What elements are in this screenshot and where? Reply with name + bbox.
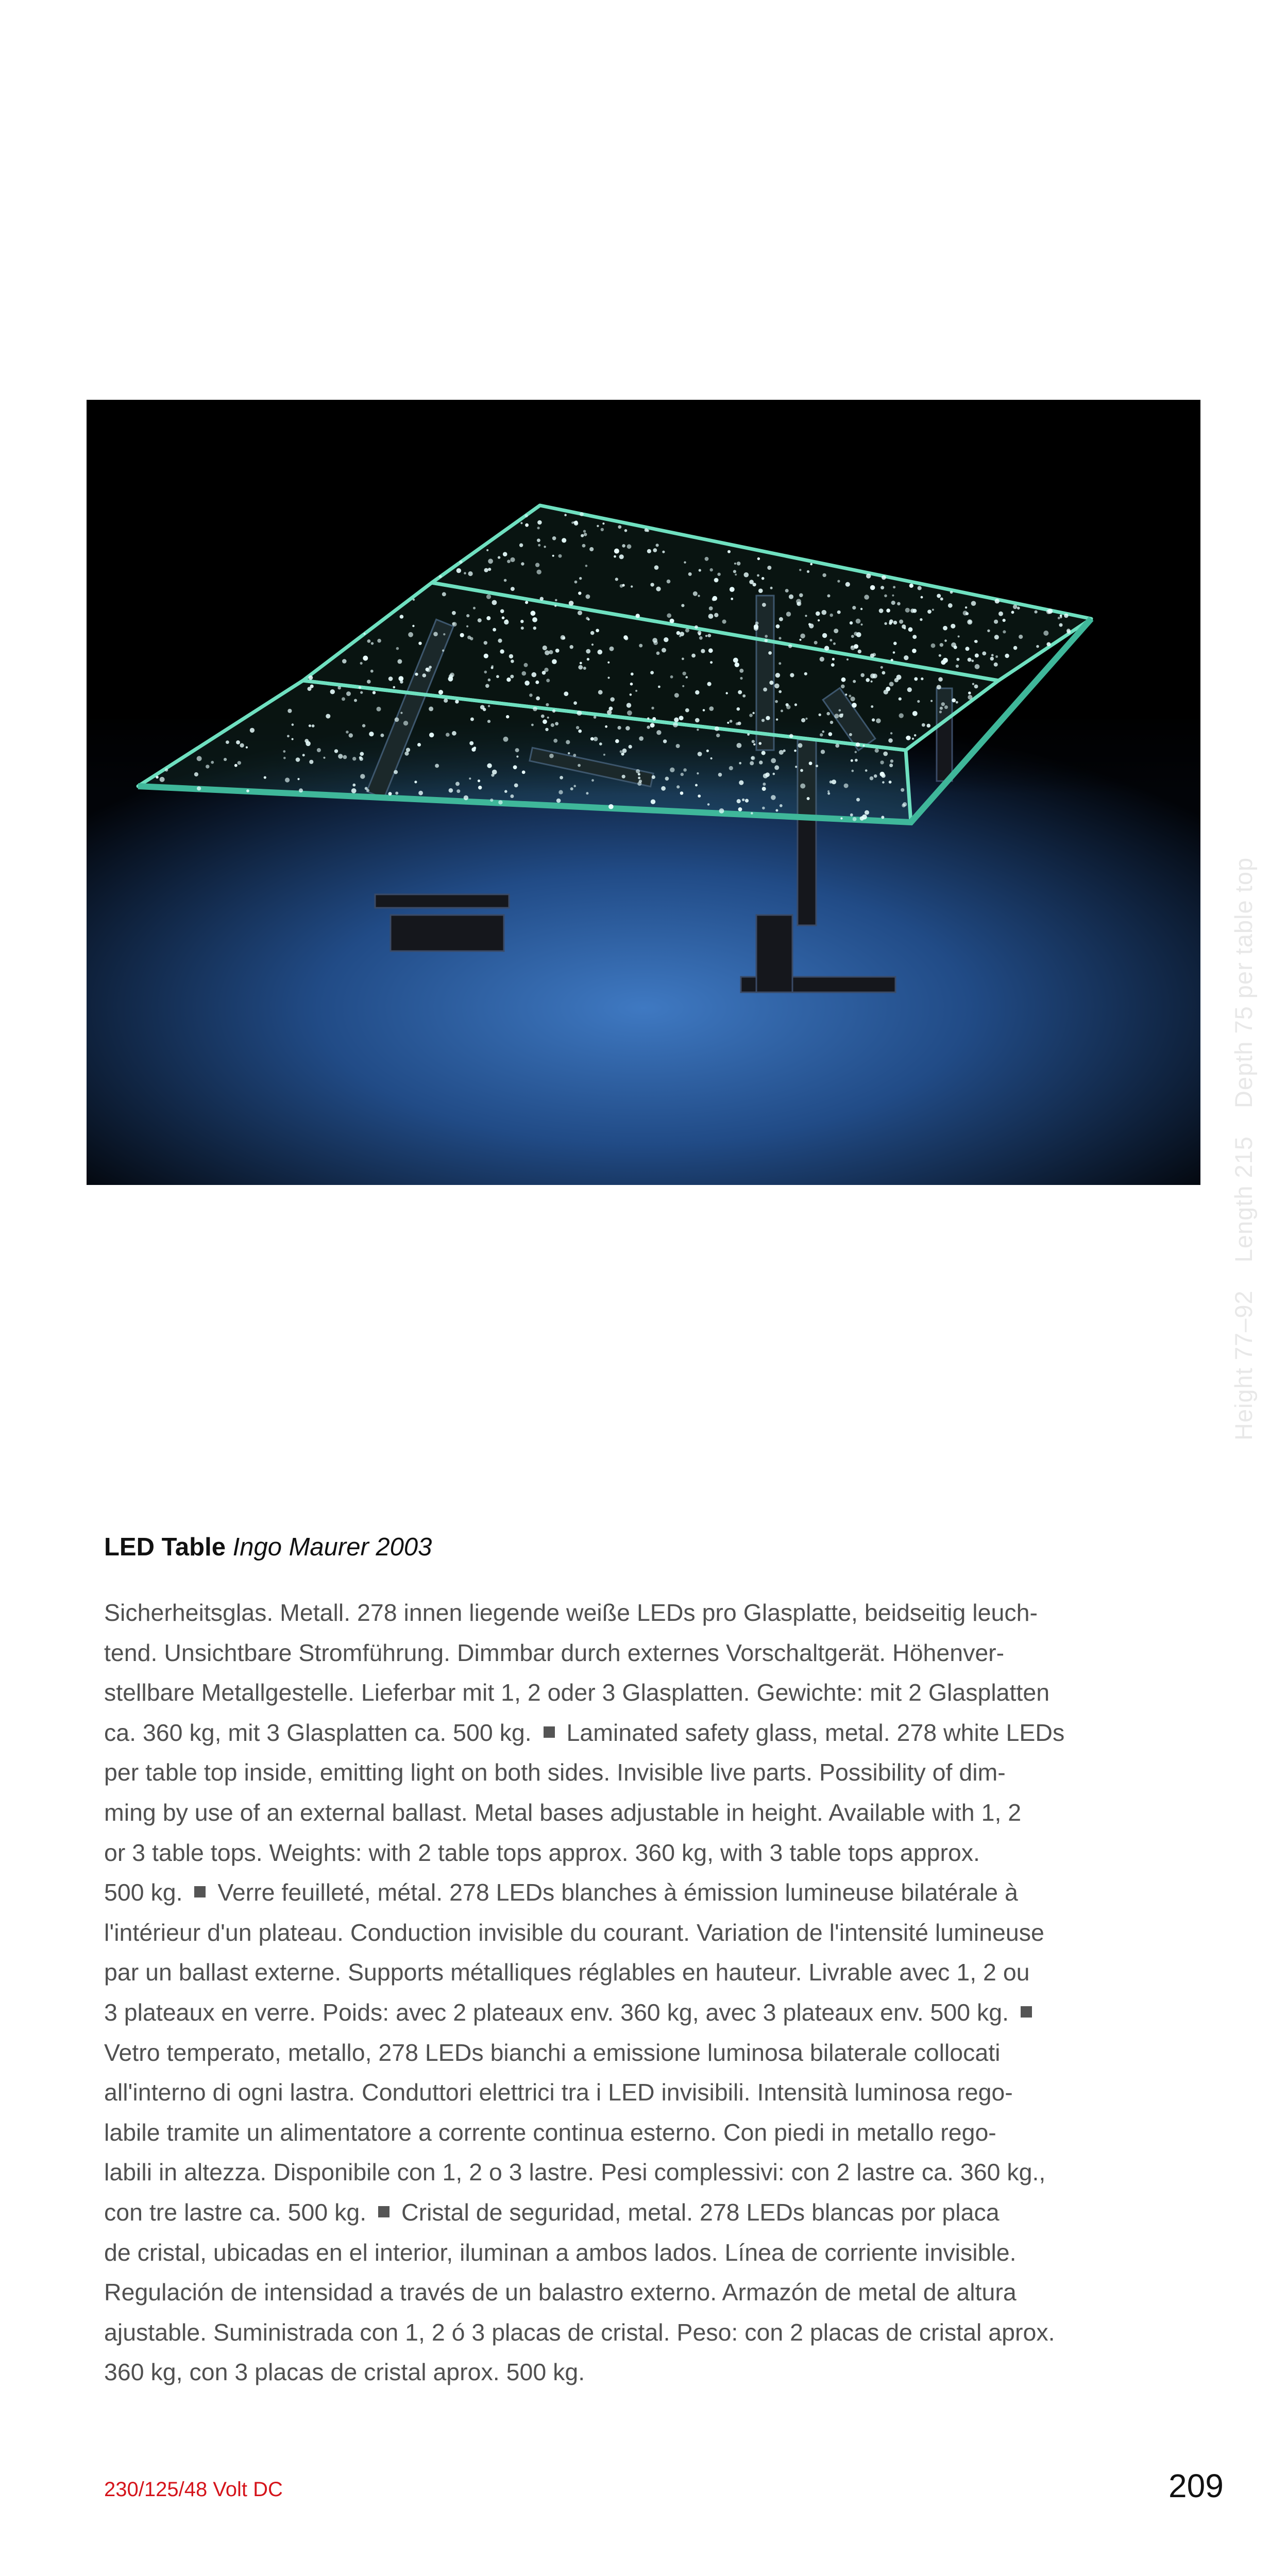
voltage-note: 230/125/48 Volt DC <box>104 2478 283 2501</box>
product-name: LED Table <box>104 1533 226 1561</box>
description-line: per table top inside, emitting light on both sides. Invisible live parts. Possibility of dim- <box>104 1759 1006 1786</box>
description-line: ca. 360 kg, mit 3 Glasplatten ca. 500 kg. Laminated safety glass, metal. 278 white LEDs <box>104 1719 1065 1746</box>
description-line: 3 plateaux en verre. Poids: avec 2 plateaux env. 360 kg, avec 3 plateaux env. 500 kg. <box>104 1993 1140 2033</box>
description-line: labili in altezza. Disponibile con 1, 2 o 3 lastre. Pesi complessivi: con 2 lastre ca. 360 kg., <box>104 2159 1046 2186</box>
product-photo <box>87 400 1257 1440</box>
description-line: all'interno di ogni lastra. Conduttori elettrici tra i LED invisibili. Intensità luminosa rego- <box>104 2079 1013 2106</box>
description-line: de cristal, ubicadas en el interior, iluminan a ambos lados. Línea de corriente invisible. <box>104 2239 1017 2266</box>
description-line: stellbare Metallgestelle. Lieferbar mit 1, 2 oder 3 Glasplatten. Gewichte: mit 2 Glasplatten <box>104 1679 1050 1706</box>
depth-spec: Depth 75 per table top <box>1230 857 1257 1109</box>
dimensions-label <box>1229 837 1258 1440</box>
description-line: tend. Unsichtbare Stromführung. Dimmbar durch externes Vorschaltgerät. Höhenver- <box>104 1639 1005 1666</box>
separator-square-icon <box>378 2206 390 2217</box>
description-line: par un ballast externe. Supports métalliques réglables en hauteur. Livrable avec 1, 2 ou <box>104 1959 1030 1986</box>
separator-square-icon <box>544 1726 555 1738</box>
description-line: Regulación de intensidad a través de un balastro externo. Armazón de metal de altura <box>104 2279 1017 2306</box>
description-line: labile tramite un alimentatore a corrente continua esterno. Con piedi in metallo rego- <box>104 2119 996 2146</box>
description-line: or 3 table tops. Weights: with 2 table tops approx. 360 kg, with 3 table tops approx. <box>104 1839 980 1866</box>
description-line: con tre lastre ca. 500 kg. Cristal de seguridad, metal. 278 LEDs blancas por placa <box>104 2198 1000 2226</box>
led-table-illustration <box>87 400 1200 1185</box>
separator-square-icon <box>194 1886 206 1897</box>
product-description <box>104 1593 1140 2393</box>
description-line: l'intérieur d'un plateau. Conduction invisible du courant. Variation de l'intensité lumineuse <box>104 1919 1044 1946</box>
separator-square-icon <box>1021 2006 1032 2018</box>
height-spec: Height 77–92 <box>1230 1290 1257 1440</box>
description-line: ajustable. Suministrada con 1, 2 ó 3 placas de cristal. Peso: con 2 placas de cristal aprox. <box>104 2318 1055 2346</box>
description-line: Vetro temperato, metallo, 278 LEDs bianchi a emissione luminosa bilaterale collocati <box>104 2039 1001 2066</box>
length-spec: Length 215 <box>1230 1136 1257 1263</box>
description-line: ming by use of an external ballast. Metal bases adjustable in height. Available with 1, 2 <box>104 1799 1022 1826</box>
description-line: 360 kg, con 3 placas de cristal aprox. 500 kg. <box>104 2359 585 2386</box>
description-line: 500 kg. Verre feuilleté, métal. 278 LEDs blanches à émission lumineuse bilatérale à <box>104 1879 1018 1906</box>
product-title <box>104 1533 432 1562</box>
description-line: Sicherheitsglas. Metall. 278 innen liegende weiße LEDs pro Glasplatte, beidseitig leuch- <box>104 1599 1038 1626</box>
designer-year: Ingo Maurer 2003 <box>232 1533 432 1561</box>
page-number: 209 <box>1169 2467 1224 2504</box>
